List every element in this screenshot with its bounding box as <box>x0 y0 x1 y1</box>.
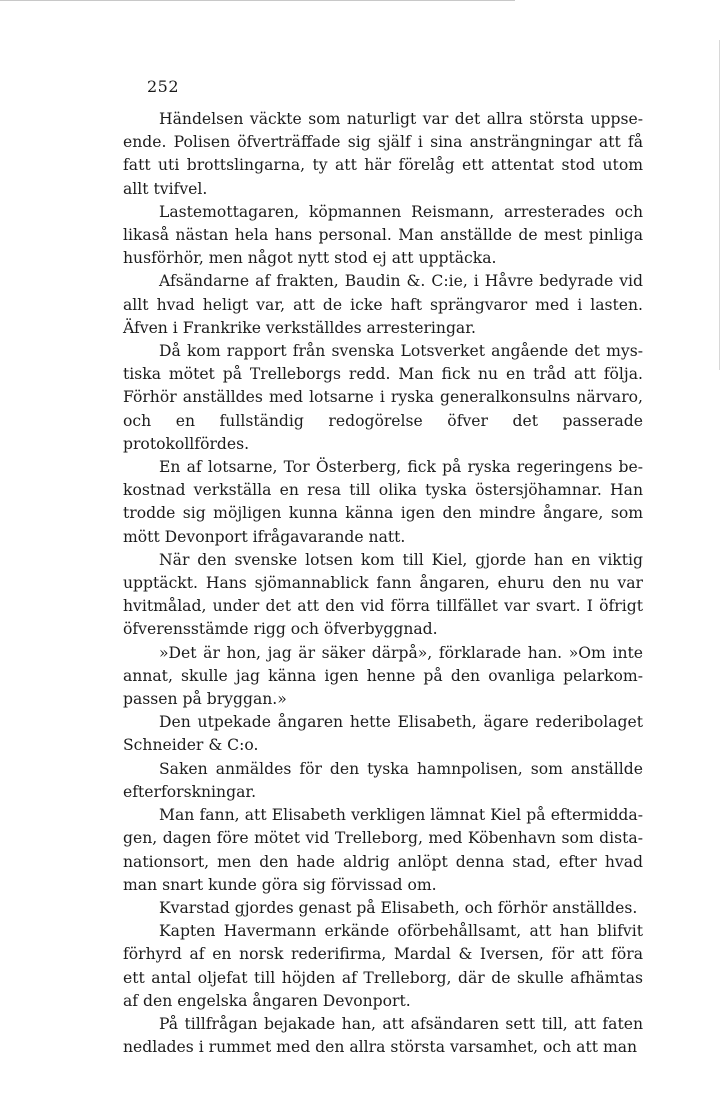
paragraph-3: Afsändarne af frakten, Baudin &. C:ie, i Håvre bedyrade vid allt hvad heligt var, att de icke haft sprängvaror med i lasten. Äfven i Frankrike verkställdes arresteringar. <box>123 272 643 337</box>
paragraph-11: Kvarstad gjordes genast på Elisabeth, och förhör anställdes. <box>159 898 638 917</box>
paragraph-13: På tillfrågan bejakade han, att afsändaren sett till, att faten nedlades i rummet med den allra största varsamhet, och att man <box>123 1014 643 1057</box>
scan-edge-line <box>0 0 515 1</box>
paragraph-8: Den utpekade ångaren hette Elisabeth, ägare rederibolaget Schneider & C:o. <box>123 713 643 755</box>
paragraph-2: Lastemottagaren, köpmannen Reismann, arresterades och likaså nästan hela hans personal. Man anställde de mest pinliga husförhör, men något nytt stod ej att upptäcka. <box>123 202 643 268</box>
body-text <box>123 108 643 1059</box>
paragraph-5: En af lotsarne, Tor Österberg, fick på ryska regeringens bekostnad verkställa en resa till olika tyska östersjöhamnar. Han trodde sig möjligen kunna känna igen den mindre ångare, som mött Devonport ifrågavarande natt. <box>123 458 643 546</box>
paragraph-10: Man fann, att Elisabeth verkligen lämnat Kiel på eftermiddagen, dagen före mötet vid Trelleborg, med Köbenhavn som distanationsort, men den hade aldrig anlöpt denna stad, efter hvad man snart kunde göra sig förvissad om. <box>123 806 643 894</box>
paragraph-4: Då kom rapport från svenska Lotsverket angående det mystiska mötet på Trelleborgs redd. Man fick nu en tråd att följa. Förhör anställdes med lotsarne i ryska generalkonsulns närvaro, och en fullständig redogörelse öfver det passerade protokollfördes. <box>123 342 643 453</box>
paragraph-9: Saken anmäldes för den tyska hamnpolisen, som anställde efterforskningar. <box>123 759 643 801</box>
paragraph-1: Händelsen väckte som naturligt var det allra största uppseende. Polisen öfverträffade sig själf i sina ansträngningar att få fatt uti brottslingarna, ty att här förelåg ett attentat stod utom allt tvifvel. <box>123 110 643 198</box>
paragraph-6: När den svenske lotsen kom till Kiel, gjorde han en viktig upptäckt. Hans sjömannablick fann ångaren, ehuru den nu var hvitmålad, under det att den vid förra tillfället var svart. I öfrigt öfverensstämde rigg och öfverbyggnad. <box>123 550 643 639</box>
paragraph-7: »Det är hon, jag är säker därpå», förklarade han. »Om inte annat, skulle jag känna igen henne på den ovanliga pelarkompassen på bryggan.» <box>123 643 643 709</box>
paragraph-12: Kapten Havermann erkände oförbehållsamt, att han blifvit förhyrd af en norsk rederifirma, Mardal & Iversen, för att föra ett antal oljefat till höjden af Trelleborg, där de skulle afhämtas af den engelska ångaren Devonport. <box>123 922 643 1010</box>
page-number: 252 <box>147 77 180 96</box>
